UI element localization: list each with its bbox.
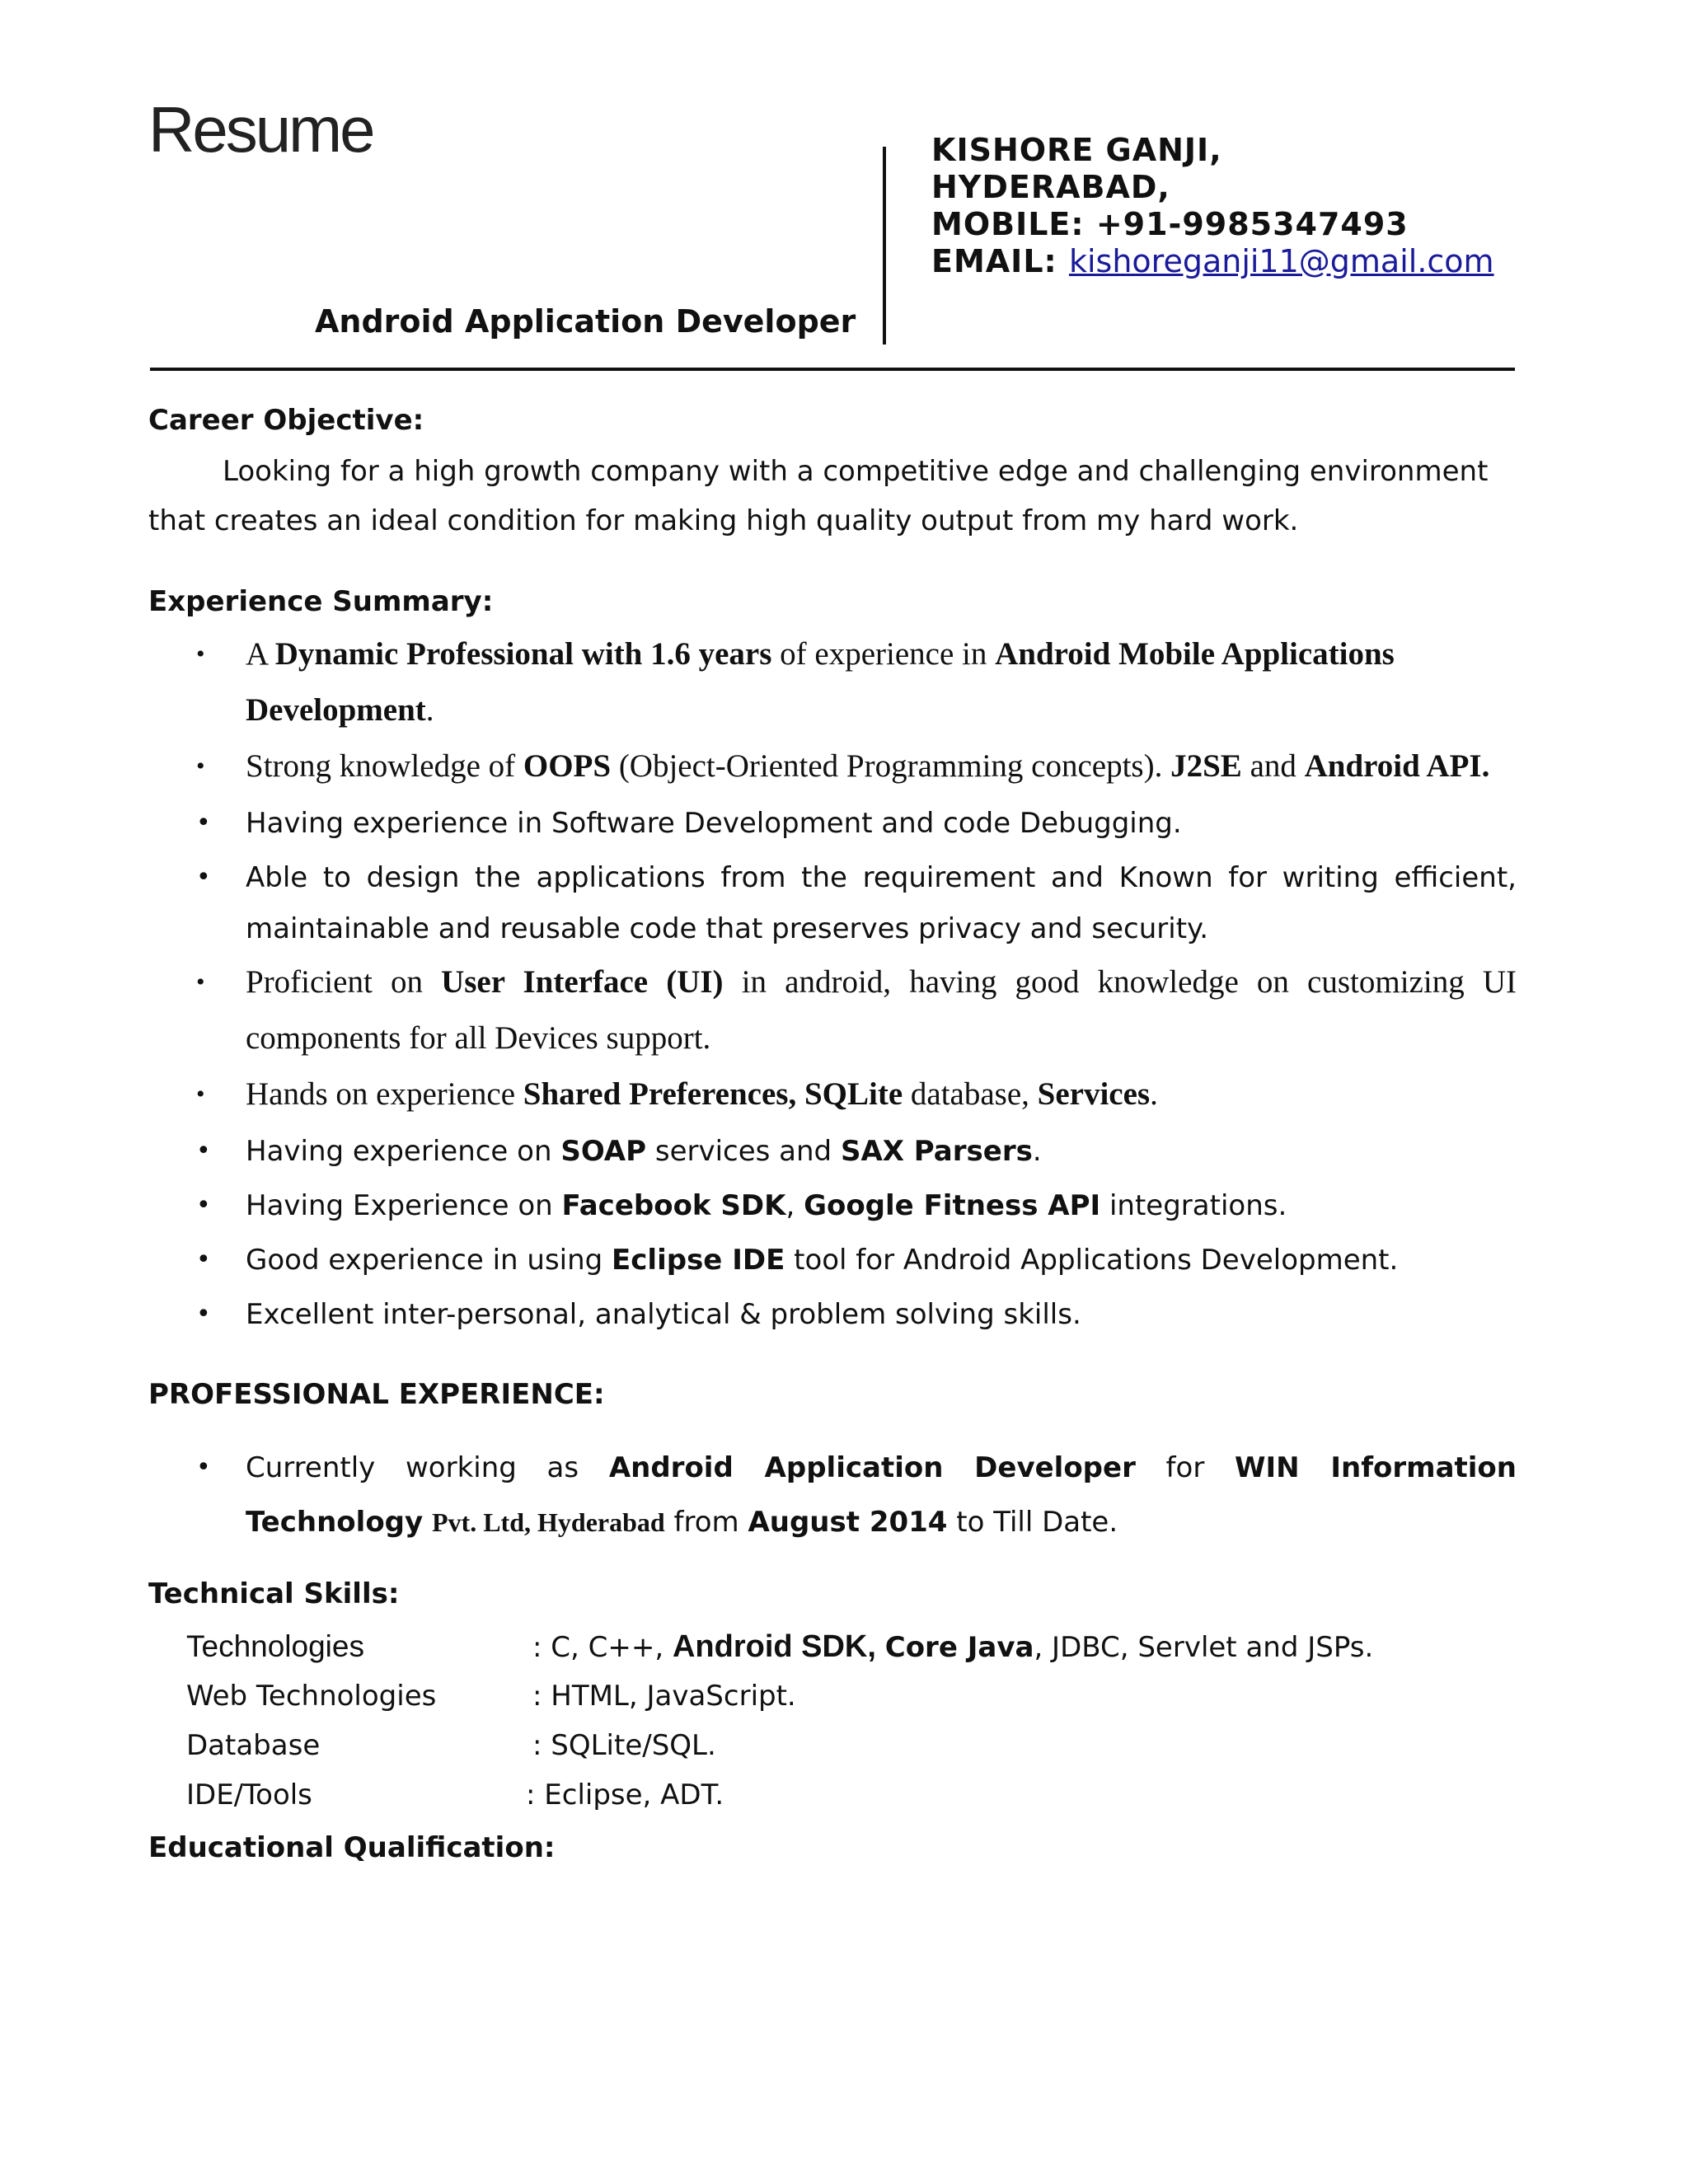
list-item: • Having experience in Software Development and code Debugging. xyxy=(196,807,1182,840)
contact-mobile xyxy=(931,206,1494,243)
list-item: • Excellent inter-personal, analytical & problem solving skills. xyxy=(196,1298,1081,1331)
contact-name: KISHORE GANJI, xyxy=(931,132,1222,168)
career-objective-heading: Career Objective: xyxy=(148,404,424,437)
list-item: • A Dynamic Professional with 1.6 years of experience in Android Mobile Applications Development. xyxy=(196,636,1395,728)
experience-summary-list xyxy=(148,626,1517,1340)
list-item: • Strong knowledge of OOPS (Object-Oriented Programming concepts). J2SE and Android API. xyxy=(196,748,1490,784)
mobile-number: +91-9985347493 xyxy=(1095,206,1409,242)
contact-email xyxy=(931,243,1494,280)
contact-block xyxy=(931,132,1494,280)
skill-value: : HTML, JavaScript. xyxy=(532,1680,796,1713)
contact-city: HYDERABAD, xyxy=(931,169,1170,205)
header-divider-horizontal xyxy=(150,368,1515,371)
mobile-label: MOBILE: xyxy=(931,206,1085,242)
email-link[interactable]: kishoreganji11@gmail.com xyxy=(1068,243,1494,279)
skill-value: : SQLite/SQL. xyxy=(532,1729,716,1762)
skill-label: Web Technologies xyxy=(186,1680,437,1713)
email-label: EMAIL: xyxy=(931,243,1057,279)
skill-label: IDE/Tools xyxy=(186,1779,312,1811)
list-item: • Able to design the applications from the requirement and Known for writing efficient, maintainable and reusable code that preserves privacy and security. xyxy=(196,861,1517,945)
role-title: Android Application Developer xyxy=(315,303,856,340)
educational-qualification-heading: Educational Qualification: xyxy=(148,1831,556,1864)
header-divider-vertical xyxy=(883,147,886,344)
skill-value: : C, C++, Android SDK, Core Java, JDBC, Servlet and JSPs. xyxy=(532,1629,1374,1664)
skill-value: : Eclipse, ADT. xyxy=(526,1779,724,1811)
list-item: • Currently working as Android Application Developer for WIN Information Technology Pvt. Ltd, Hyderabad from August 2014 to Till Date. xyxy=(196,1451,1517,1539)
professional-experience-list xyxy=(148,1441,1517,1549)
list-item: • Hands on experience Shared Preferences, SQLite database, Services. xyxy=(196,1076,1158,1112)
page-title: Resume xyxy=(148,93,373,166)
list-item: • Having experience on SOAP services and SAX Parsers. xyxy=(196,1135,1042,1168)
professional-experience-heading: PROFESSIONAL EXPERIENCE: xyxy=(148,1378,605,1411)
list-item: • Proficient on User Interface (UI) in android, having good knowledge on customizing UI components for all Devices support. xyxy=(196,964,1517,1056)
list-item: • Good experience in using Eclipse IDE tool for Android Applications Development. xyxy=(196,1244,1399,1277)
experience-summary-heading: Experience Summary: xyxy=(148,585,494,618)
skill-label: Technologies xyxy=(186,1629,364,1663)
list-item: • Having Experience on Facebook SDK, Google Fitness API integrations. xyxy=(196,1189,1287,1222)
career-objective-text: Looking for a high growth company with a competitive edge and challenging environment that creates an ideal condition for making high quality output from my hard work. xyxy=(148,455,1489,537)
skill-label: Database xyxy=(186,1729,321,1762)
technical-skills-heading: Technical Skills: xyxy=(148,1577,400,1610)
